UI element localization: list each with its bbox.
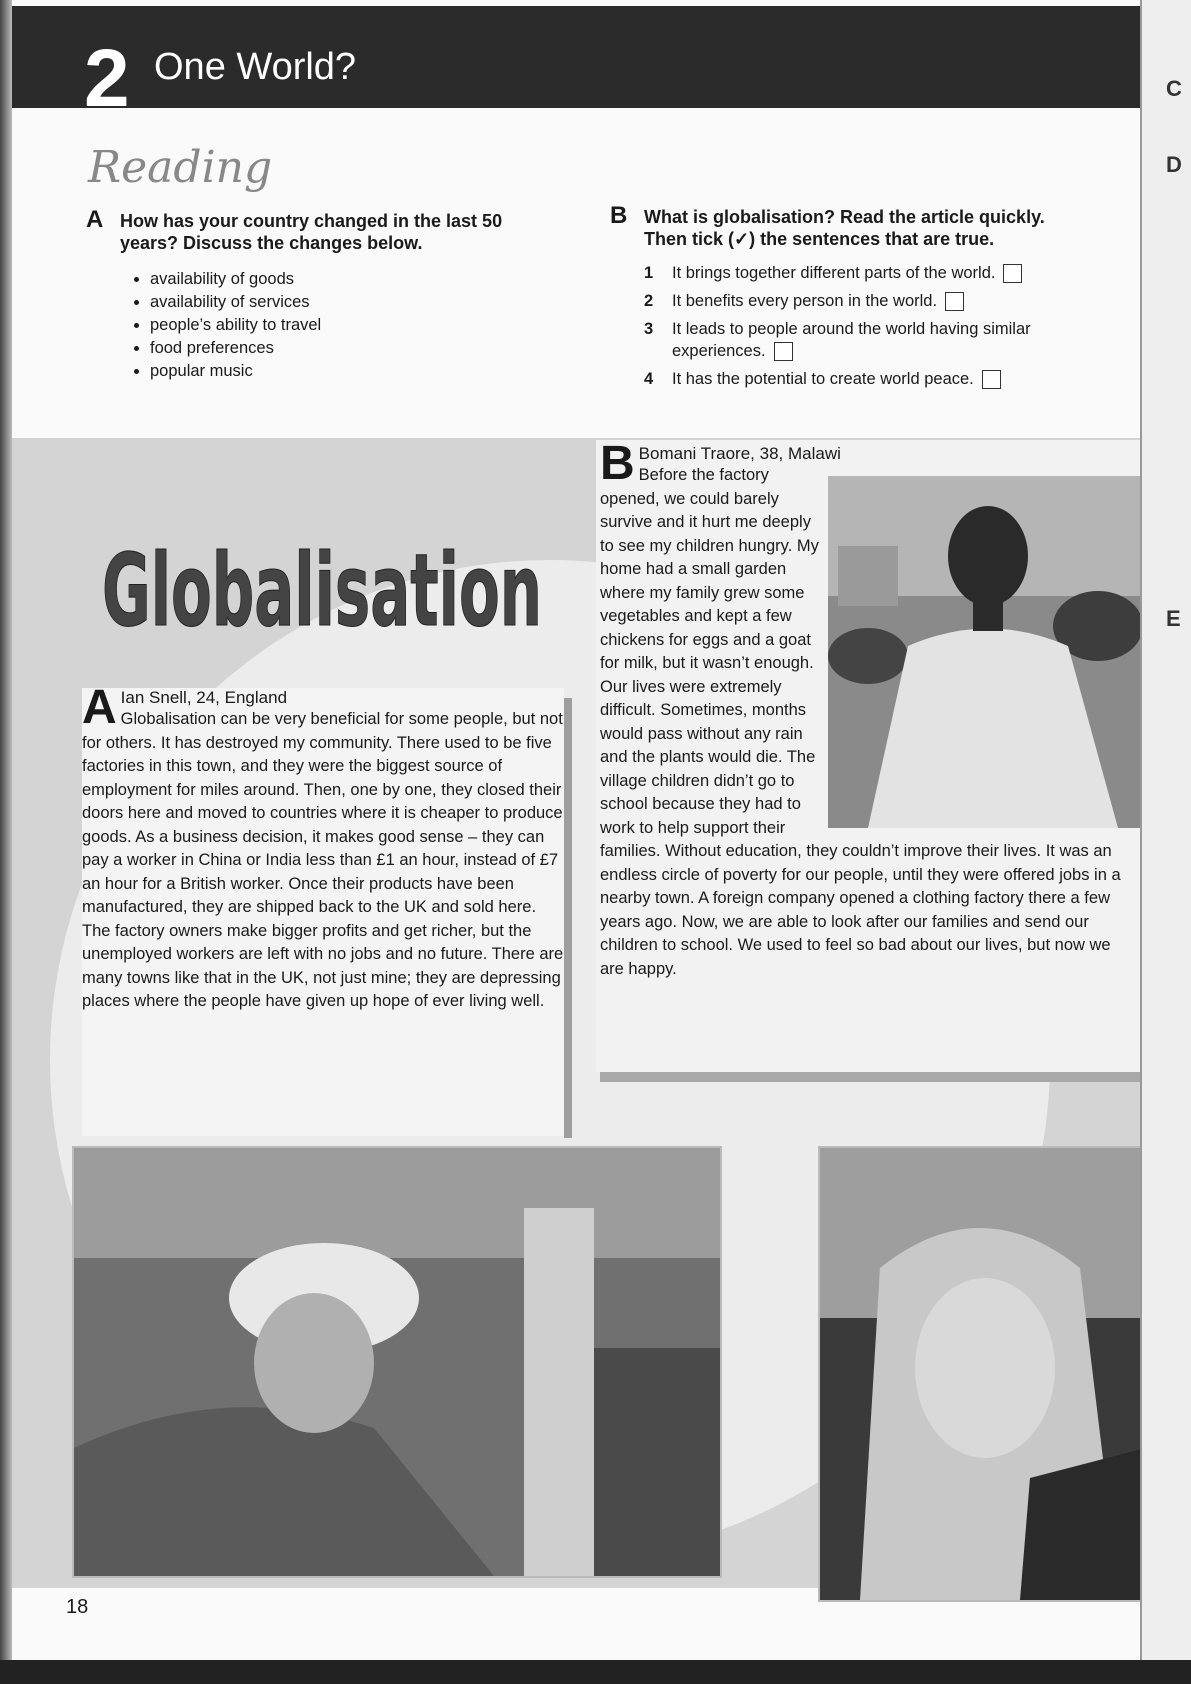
unit-title: One World? [154, 46, 357, 88]
article-a [82, 681, 564, 1136]
list-item: • availability of goods [150, 268, 321, 291]
statement-text: It brings together different parts of the world. [672, 264, 996, 282]
article-b [596, 437, 1140, 1072]
statement-item [644, 262, 1104, 284]
article-b-text: Before the factory opened, we could barely survive and it hurt me deeply to see my children hungry. My home had a small garden where my family grew some vegetables and kept a few chickens for eggs and a goat for milk, but it wasn’t enough. Our lives were extremely difficult. Sometimes, months would pass without any rain and the plants would die. The village children didn’t go to school because they had to work to help support their families. Without education, they couldn’t improve their lives. It was an endless circle of poverty for our people, until they were offered jobs in a nearby town. A foreign company opened a clothing factory there a few years ago. Now, we are able to look after our families and send our children to school. We used to feel so bad about our lives, but now we are happy. [600, 466, 1121, 978]
page-number: 18 [66, 1596, 89, 1618]
tick-checkbox[interactable] [1003, 264, 1022, 283]
man-portrait-photo [828, 476, 1140, 828]
article-b-letter: B [600, 437, 635, 490]
list-item: • people’s ability to travel [150, 314, 321, 337]
article-title: Globalisation [102, 532, 542, 649]
facing-page-edge [1140, 0, 1191, 1660]
tick-checkbox[interactable] [982, 370, 1001, 389]
statement-number: 2 [644, 292, 654, 310]
exercise-a-question: How has your country changed in the last 50 years? Discuss the changes below. [120, 211, 503, 253]
article-a-letter: A [82, 681, 117, 734]
list-item: • popular music [150, 360, 321, 383]
section-label: Reading [88, 142, 273, 193]
factory-worker-photo [72, 1146, 722, 1578]
facing-page-letter-e: E [1166, 606, 1181, 631]
article-title-graphic [92, 490, 552, 660]
tick-checkbox[interactable] [945, 292, 964, 311]
statement-item [644, 368, 1104, 390]
statement-text: It benefits every person in the world. [672, 292, 938, 310]
book-spine [0, 0, 12, 1660]
statement-item [644, 318, 1104, 362]
statement-text: It leads to people around the world having similar experiences. [672, 320, 1031, 360]
tick-checkbox[interactable] [774, 342, 793, 361]
statement-number: 3 [644, 320, 654, 338]
article-b-person: Bomani Traore, 38, Malawi [638, 444, 841, 463]
article-a-person: Ian Snell, 24, England [120, 688, 288, 707]
facing-page-letter-c: C [1166, 76, 1182, 101]
exercise-b-question: What is globalisation? Read the article quickly. Then tick (✓) the sentences that are true. [644, 207, 1045, 249]
young-woman-photo [818, 1146, 1140, 1602]
unit-number: 2 [84, 33, 130, 124]
statement-number: 4 [644, 370, 654, 388]
statement-item [644, 290, 1104, 312]
statement-number: 1 [644, 264, 654, 282]
article-a-text: Globalisation can be very beneficial for some people, but not for others. It has destroyed my community. There used to be five factories in this town, and they were the biggest source of employment for miles around. Then, one by one, they closed their doors here and moved to countries where it is cheaper to produce goods. As a business decision, it makes good sense – they can pay a worker in China or India less than £1 an hour, instead of £7 an hour for a British worker. Once their products have been manufactured, they are shipped back to the UK and sold here. The factory owners make bigger profits and get richer, but the unemployed workers are left with no jobs and no future. There are many towns like that in the UK, not just mine; they are depressing places where the people have given up hope of ever living well. [82, 710, 564, 1010]
list-item: • food preferences [150, 337, 321, 360]
article-a-rule [564, 698, 572, 1138]
facing-page-letter-d: D [1166, 152, 1182, 177]
exercise-a-letter: A [86, 206, 104, 233]
unit-header [12, 6, 1140, 124]
scan-edge [0, 1660, 1191, 1684]
exercise-b-letter: B [610, 202, 628, 229]
list-item: • availability of services [150, 291, 321, 314]
exercise-a-bullets [120, 268, 321, 383]
statement-text: It has the potential to create world peace. [672, 370, 974, 388]
exercise-b-statements [644, 262, 1104, 396]
article-b-rule [600, 1072, 1140, 1082]
